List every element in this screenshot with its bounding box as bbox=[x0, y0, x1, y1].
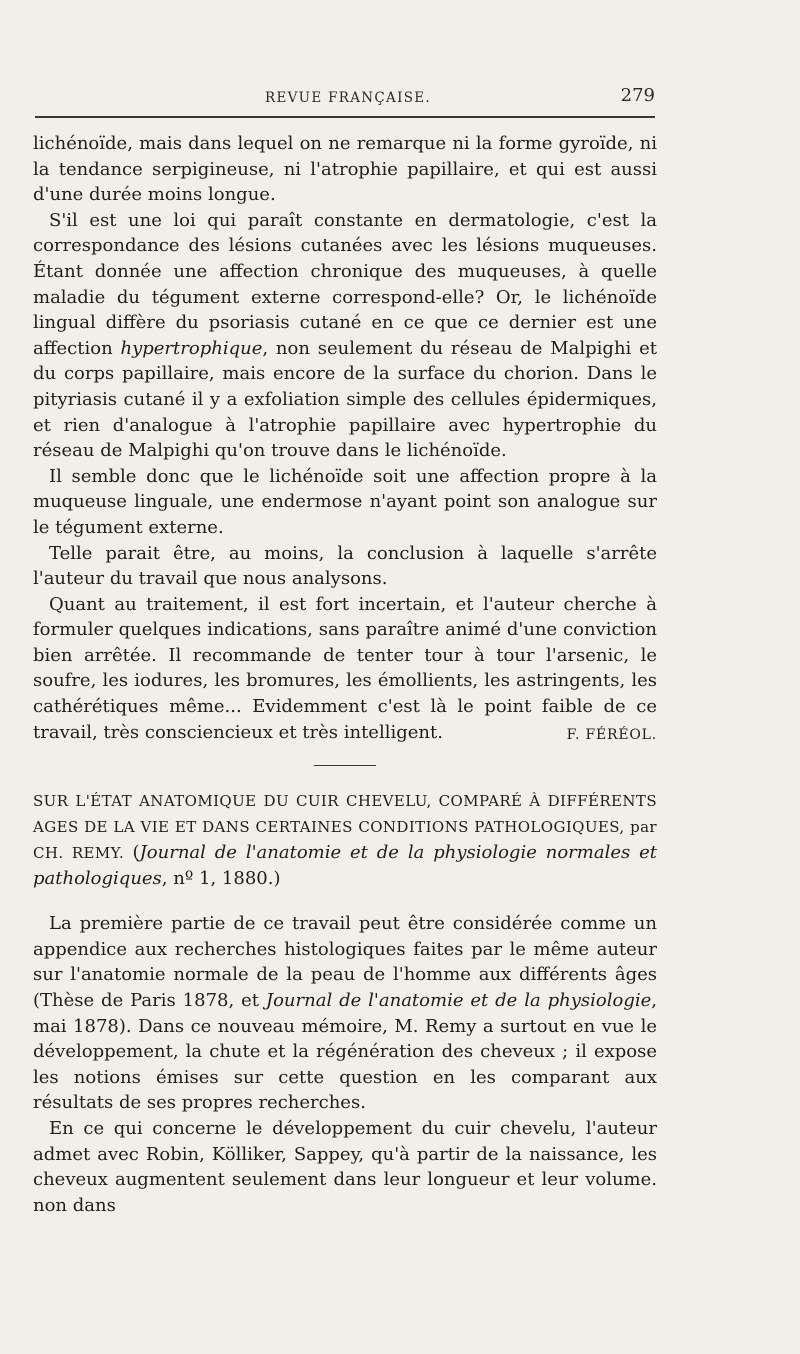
paragraph-treatment bbox=[33, 592, 657, 746]
paragraph-continuation: lichénoïde, mais dans lequel on ne remarque ni la forme gyroïde, ni la tendance serpigineuse, ni l'atrophie papillaire, et qui est aussi d'une durée moins longue. bbox=[33, 133, 657, 206]
paragraph-author: Telle parait être, au moins, la conclusion à laquelle s'arrête l'auteur du travail que nous analysons. bbox=[33, 542, 657, 590]
paragraph-conclusion: Il semble donc que le lichénoïde soit une affection propre à la muqueuse linguale, une endermose n'ayant point son analogue sur le tégument externe. bbox=[33, 465, 657, 538]
journal-name: Journal de l'anatomie et de la physiologie normales et pathologiques bbox=[33, 842, 657, 890]
journal-reference: Journal de l'anatomie et de la physiologie bbox=[265, 990, 652, 1012]
paragraph-text: S'il est une loi qui paraît constante en dermatologie, c'est la correspondance des lésions cutanées avec les lésions muqueuses. Étant donnée une affection chronique des muqueuses, à quelle maladie du tégument externe correspond-elle? Or, le lichénoïde lingual diffère du psoriasis cutané en ce que ce dernier est une affection bbox=[33, 209, 657, 359]
paragraph-text: , mai 1878). Dans ce nouveau mémoire, M. Remy a surtout en vue le développement, la chute et la régénération des cheveux ; il expose les notions émises sur cette question en les comparant aux résultats de ses propres recherches. bbox=[33, 990, 657, 1114]
running-title: REVUE FRANÇAISE. bbox=[265, 90, 431, 106]
spacer bbox=[33, 892, 657, 911]
signature: F. FÉRÉOL. bbox=[566, 726, 657, 743]
header-rule bbox=[35, 116, 655, 118]
source-paren: ( bbox=[132, 842, 140, 864]
paragraph-first-part bbox=[33, 911, 657, 1116]
paragraph-text: Quant au traitement, il est fort incertain, et l'auteur cherche à formuler quelques indications, sans paraître animé d'une conviction bien arrêtée. Il recommande de tenter tour à tour l'arsenic, le soufre, les iodures, les bromures, les émollients, les astringents, les cathérétiques même... Evidemment c'est là le point faible de ce travail, très consciencieux et très intelligent. bbox=[33, 593, 657, 743]
page-number: 279 bbox=[620, 85, 655, 106]
emphasis-hypertrophique: hypertrophique bbox=[120, 337, 263, 359]
page-header bbox=[35, 84, 655, 110]
article-title-text: SUR L'ÉTAT ANATOMIQUE DU CUIR CHEVELU, COMPARÉ À DIFFÉRENTS AGES DE LA VIE ET DANS CERTAINES CONDITIONS PATHOLOGIQUES, par CH. REMY. bbox=[33, 792, 657, 863]
source-issue: , nº 1, 1880.) bbox=[161, 868, 281, 890]
article-title bbox=[33, 788, 657, 892]
section-separator bbox=[314, 765, 376, 766]
paragraph-text: , non seulement du réseau de Malpighi et du corps papillaire, mais encore de la surface du chorion. Dans le pityriasis cutané il y a exfoliation simple des cellules épidermiques, et rien d'analogue à l'atrophie papillaire avec hypertrophie du réseau de Malpighi qu'on trouve dans le lichénoïde. bbox=[33, 337, 657, 462]
paragraph-text: La première partie de ce travail peut être considérée comme un appendice aux recherches histologiques faites par le même auteur sur l'anatomie normale de la peau de l'homme aux différents âges (Thèse de Paris 1878, et bbox=[33, 913, 657, 1012]
paragraph-correspondence bbox=[33, 208, 657, 464]
body-text bbox=[33, 131, 657, 1218]
article-source bbox=[33, 842, 657, 889]
paragraph-development: En ce qui concerne le développement du cuir chevelu, l'auteur admet avec Robin, Kölliker, Sappey, qu'à partir de la naissance, les cheveux augmentent seulement dans leur longueur et leur volume. non dans bbox=[33, 1118, 657, 1216]
